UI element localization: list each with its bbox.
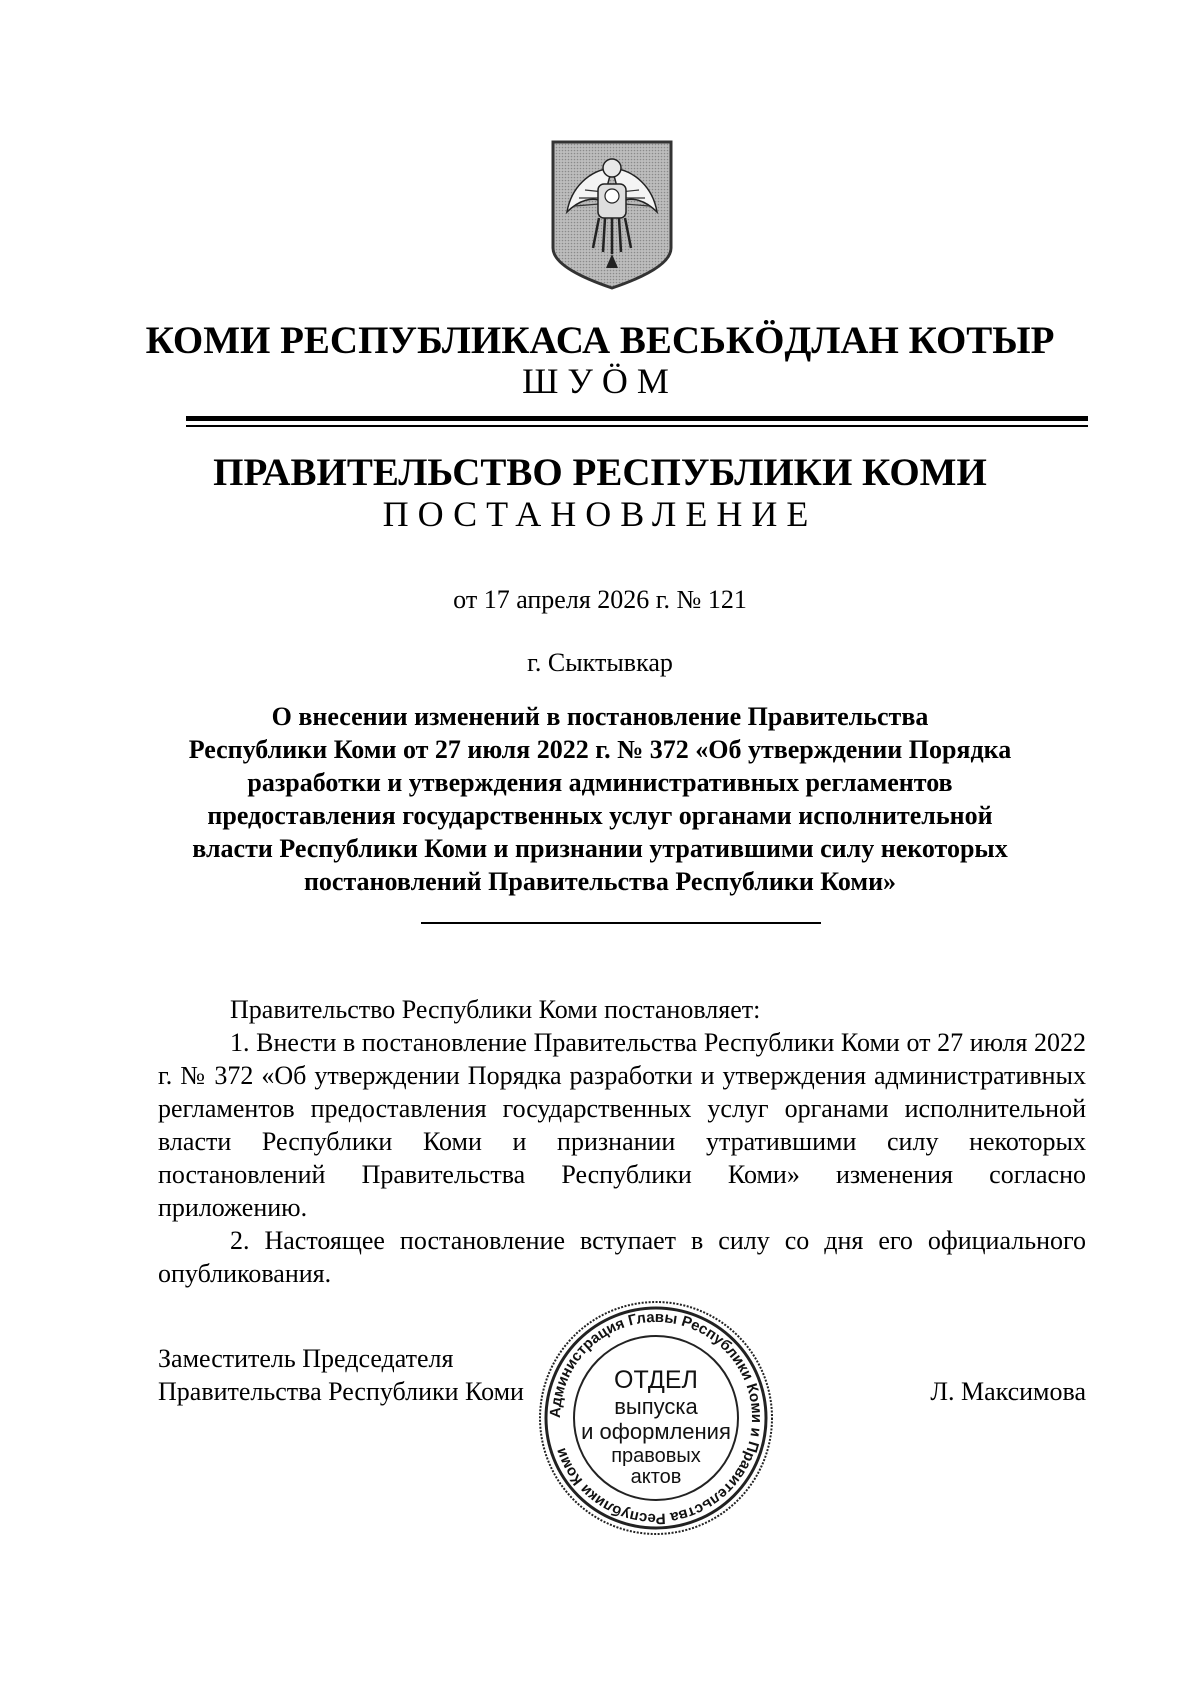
document-title-line: Республики Коми от 27 июля 2022 г. № 372 «Об утверждении Порядка bbox=[188, 735, 1012, 764]
body-item-2: 2. Настоящее постановление вступает в силу со дня его официального опубликования. bbox=[158, 1226, 1086, 1288]
seal-ring-text: Администрация Главы Республики Коми и Правительства Республики Коми bbox=[546, 1308, 766, 1528]
document-place: г. Сыктывкар bbox=[527, 648, 673, 677]
document-title-line: разработки и утверждения административных регламентов bbox=[247, 768, 953, 797]
document-date-number: от 17 апреля 2026 г. № 121 bbox=[453, 585, 747, 614]
signatory-position-line: Заместитель Председателя bbox=[158, 1344, 454, 1373]
body-intro: Правительство Республики Коми постановляет: bbox=[230, 995, 761, 1024]
seal-center-line: выпуска bbox=[614, 1394, 698, 1419]
document-title-line: власти Республики Коми и признании утратившими силу некоторых bbox=[192, 834, 1008, 863]
seal-center-line: и оформления bbox=[581, 1419, 731, 1444]
signatory-name: Л. Максимова bbox=[930, 1377, 1086, 1406]
seal-center-line: ОТДЕЛ bbox=[614, 1366, 698, 1394]
body-item-1: 1. Внести в постановление Правительства Республики Коми от 27 июля 2022 г. № 372 «Об утверждении Порядка разработки и утверждения административных регламентов предоставления государственных услуг органами исполнительной власти Республики Коми и признании утратившими силу некоторых постановлений Правительства Республики Коми» изменения согласно приложению. bbox=[158, 1028, 1086, 1222]
signatory-position bbox=[158, 1342, 524, 1408]
title-underline bbox=[421, 922, 821, 924]
document-body bbox=[158, 993, 1086, 1290]
coat-of-arms-icon bbox=[549, 140, 675, 290]
official-seal-icon bbox=[536, 1298, 776, 1538]
komi-title: КОМИ РЕСПУБЛИКАСА ВЕСЬКӦДЛАН КОТЫР bbox=[145, 319, 1055, 362]
document-title-line: предоставления государственных услуг органами исполнительной bbox=[207, 801, 993, 830]
header-divider-thin bbox=[186, 425, 1088, 427]
header-divider-thick bbox=[186, 416, 1088, 421]
seal-center-line: правовых bbox=[611, 1445, 701, 1467]
signatory-position-line: Правительства Республики Коми bbox=[158, 1377, 524, 1406]
government-title: ПРАВИТЕЛЬСТВО РЕСПУБЛИКИ КОМИ bbox=[213, 451, 987, 494]
document-title-line: О внесении изменений в постановление Правительства bbox=[271, 702, 929, 731]
komi-doc-type: ШУӦМ bbox=[522, 361, 678, 401]
document-title-line: постановлений Правительства Республики Коми» bbox=[303, 867, 897, 896]
seal-center-line: актов bbox=[630, 1466, 682, 1488]
document-type: ПОСТАНОВЛЕНИЕ bbox=[382, 494, 818, 534]
